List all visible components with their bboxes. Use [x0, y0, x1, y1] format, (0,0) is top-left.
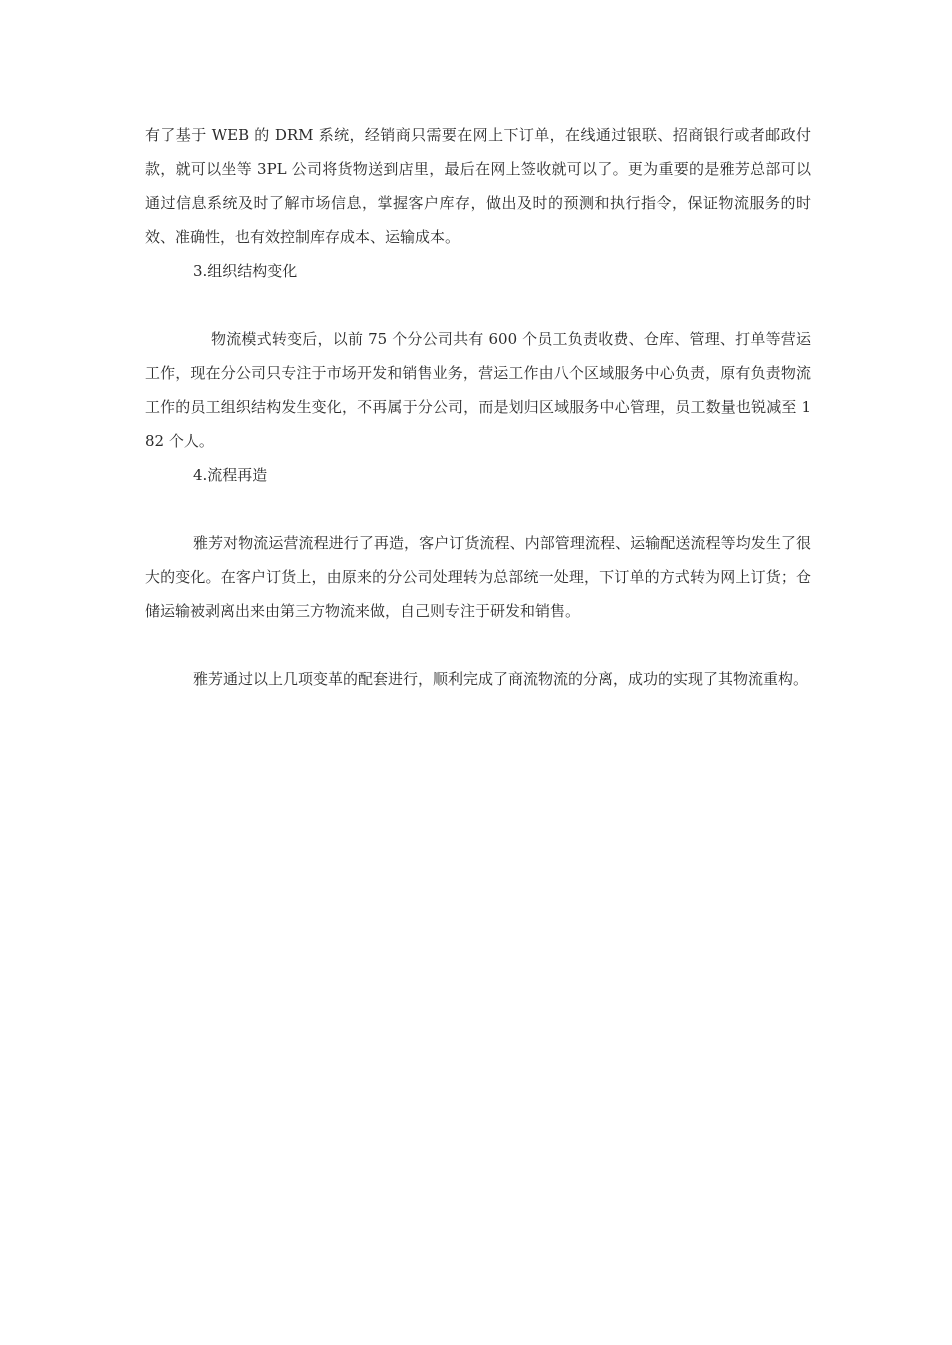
section-heading-org-structure: 3.组织结构变化: [193, 262, 298, 280]
paragraph-org-structure: 物流模式转变后，以前 75 个分公司共有 600 个员工负责收费、仓库、管理、打单等营运工作，现在分公司只专注于市场开发和销售业务，营运工作由八个区域服务中心负责，原有负责物流工作的员工组织结构发生变化，不再属于分公司，而是划归区域服务中心管理，员工数量也锐减至 182 个人。: [145, 330, 811, 450]
section-heading-process-reengineering: 4.流程再造: [193, 466, 268, 484]
paragraph-drm-system: 有了基于 WEB 的 DRM 系统，经销商只需要在网上下订单，在线通过银联、招商银行或者邮政付款，就可以坐等 3PL 公司将货物送到店里，最后在网上签收就可以了。更为重要的是雅芳总部可以通过信息系统及时了解市场信息，掌握客户库存，做出及时的预测和执行指令，保证物流服务的时效、准确性，也有效控制库存成本、运输成本。: [145, 126, 811, 246]
paragraph-process-reengineering: 雅芳对物流运营流程进行了再造，客户订货流程、内部管理流程、运输配送流程等均发生了很大的变化。在客户订货上，由原来的分公司处理转为总部统一处理，下订单的方式转为网上订货；仓储运输被剥离出来由第三方物流来做，自己则专注于研发和销售。: [145, 534, 811, 620]
document-body: [145, 118, 811, 696]
paragraph-conclusion: 雅芳通过以上几项变革的配套进行，顺利完成了商流物流的分离，成功的实现了其物流重构。: [193, 670, 809, 688]
